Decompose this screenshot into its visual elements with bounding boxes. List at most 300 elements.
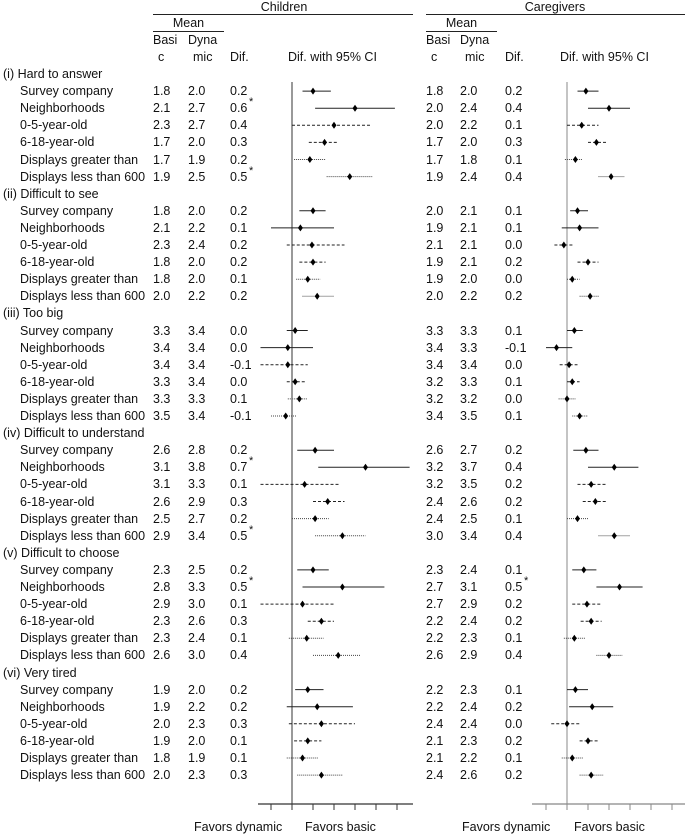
difference-value: 0.1 bbox=[230, 272, 248, 287]
difference-value: 0.2 bbox=[505, 614, 523, 629]
basic-mean: 1.9 bbox=[426, 169, 444, 184]
difference-value: 0.0 bbox=[230, 374, 248, 389]
difference-value: 0.2 bbox=[230, 152, 248, 167]
dynamic-mean: 3.7 bbox=[460, 460, 478, 475]
difference-value: 0.2 bbox=[230, 682, 248, 697]
difference-value: 0.0 bbox=[230, 323, 248, 338]
point-estimate bbox=[336, 652, 341, 659]
row-label: Survey company bbox=[20, 562, 114, 577]
point-estimate bbox=[607, 652, 612, 659]
row-label: 0-5-year-old bbox=[20, 238, 88, 252]
dynamic-mean: 2.4 bbox=[460, 699, 478, 714]
dynamic-mean: 2.2 bbox=[188, 699, 206, 714]
basic-mean: 2.1 bbox=[426, 751, 444, 765]
point-estimate bbox=[584, 601, 589, 608]
basic-mean: 1.9 bbox=[153, 733, 171, 748]
point-estimate bbox=[589, 772, 594, 779]
group-label: (v) Difficult to choose bbox=[3, 545, 120, 560]
basic-mean: 2.1 bbox=[153, 101, 171, 116]
difference-value: 0.1 bbox=[505, 220, 523, 235]
point-estimate bbox=[285, 361, 290, 368]
point-estimate bbox=[353, 105, 358, 112]
dynamic-mean: 3.3 bbox=[188, 580, 206, 594]
difference-value: 0.1 bbox=[505, 511, 523, 526]
basic-mean: 3.4 bbox=[153, 357, 171, 372]
basic-mean: 2.4 bbox=[426, 716, 444, 731]
basic-mean: 1.9 bbox=[153, 682, 171, 697]
row-label: Survey company bbox=[20, 323, 114, 338]
point-estimate bbox=[589, 481, 594, 488]
basic-mean: 1.7 bbox=[426, 152, 444, 167]
point-estimate bbox=[577, 224, 582, 231]
difference-value: 0.1 bbox=[505, 631, 523, 646]
point-estimate bbox=[305, 276, 310, 283]
dynamic-mean: 3.3 bbox=[460, 340, 478, 355]
difference-value: 0.2 bbox=[505, 84, 523, 99]
dynamic-mean: 2.2 bbox=[460, 751, 478, 765]
point-estimate bbox=[340, 532, 345, 539]
dynamic-mean: 2.0 bbox=[188, 682, 206, 697]
difference-value: 0.2 bbox=[505, 768, 523, 783]
basic-mean: 3.2 bbox=[426, 374, 444, 389]
basic-mean: 2.4 bbox=[426, 768, 444, 783]
dynamic-mean: 2.3 bbox=[460, 631, 478, 646]
point-estimate bbox=[586, 737, 591, 744]
dynamic-mean: 2.0 bbox=[188, 203, 206, 218]
basic-mean: 2.5 bbox=[153, 511, 171, 526]
basic-mean: 3.1 bbox=[153, 460, 171, 475]
row-label: Displays greater than bbox=[20, 631, 139, 646]
basic-header: Basi bbox=[153, 33, 178, 47]
difference-value: 0.2 bbox=[230, 289, 248, 304]
basic-mean: 2.6 bbox=[426, 443, 444, 458]
basic-mean: 2.1 bbox=[426, 733, 444, 748]
dynamic-mean: 3.4 bbox=[460, 357, 478, 372]
basic-mean: 2.0 bbox=[426, 118, 444, 133]
basic-mean: 2.4 bbox=[426, 494, 444, 509]
dynamic-mean: 2.5 bbox=[188, 562, 206, 577]
difference-value: 0.1 bbox=[505, 409, 523, 423]
difference-value: 0.2 bbox=[505, 255, 523, 270]
dynamic-mean: 2.0 bbox=[188, 733, 206, 748]
basic-mean: 3.2 bbox=[426, 460, 444, 475]
dynamic-mean: 2.0 bbox=[460, 135, 478, 150]
dynamic-mean: 2.9 bbox=[188, 494, 206, 509]
difference-value: 0.5 bbox=[230, 528, 248, 543]
dynamic-mean: 2.1 bbox=[460, 220, 478, 235]
difference-value: 0.0 bbox=[505, 357, 523, 372]
point-estimate bbox=[319, 720, 324, 727]
row-label: Displays greater than bbox=[20, 751, 139, 765]
basic-mean: 2.9 bbox=[153, 528, 171, 543]
row-label: 6-18-year-old bbox=[20, 374, 95, 389]
point-estimate bbox=[577, 413, 582, 420]
row-label: Displays less than 600 bbox=[20, 768, 146, 783]
dynamic-mean: 3.0 bbox=[188, 648, 206, 663]
difference-value: 0.1 bbox=[505, 118, 523, 133]
dynamic-mean: 2.1 bbox=[460, 238, 478, 252]
point-estimate bbox=[594, 139, 599, 146]
group-label: (ii) Difficult to see bbox=[3, 186, 99, 201]
basic-mean: 2.0 bbox=[153, 289, 171, 304]
row-label: Survey company bbox=[20, 84, 114, 99]
dynamic-mean: 2.3 bbox=[188, 768, 206, 783]
dynamic-header: Dyna bbox=[188, 33, 218, 47]
point-estimate bbox=[305, 686, 310, 693]
row-label: Neighborhoods bbox=[20, 340, 105, 355]
favors-dynamic-label: Favors dynamic bbox=[462, 820, 551, 834]
basic-mean: 3.1 bbox=[153, 477, 171, 492]
point-estimate bbox=[575, 207, 580, 214]
difference-value: 0.2 bbox=[230, 203, 248, 218]
basic-mean: 3.4 bbox=[426, 409, 444, 423]
point-estimate bbox=[572, 327, 577, 334]
mean-header: Mean bbox=[172, 16, 205, 30]
difference-value: 0.1 bbox=[230, 391, 248, 406]
point-estimate bbox=[300, 755, 305, 762]
difference-value: 0.4 bbox=[505, 101, 523, 116]
basic-header-cont: c bbox=[431, 50, 438, 64]
basic-mean: 2.6 bbox=[153, 648, 171, 663]
basic-mean: 3.3 bbox=[153, 391, 171, 406]
point-estimate bbox=[583, 88, 588, 95]
basic-mean: 2.3 bbox=[153, 614, 171, 629]
basic-mean: 2.0 bbox=[426, 289, 444, 304]
basic-header-cont: c bbox=[158, 50, 165, 64]
dynamic-mean: 2.2 bbox=[460, 118, 478, 133]
point-estimate bbox=[617, 584, 622, 591]
point-estimate bbox=[612, 532, 617, 539]
basic-mean: 1.8 bbox=[153, 84, 171, 99]
point-estimate bbox=[363, 464, 368, 471]
dynamic-mean: 2.6 bbox=[460, 768, 478, 783]
dynamic-mean: 2.2 bbox=[188, 289, 206, 304]
significance-star: * bbox=[249, 523, 254, 536]
significance-star: * bbox=[249, 575, 254, 587]
point-estimate bbox=[305, 737, 310, 744]
point-estimate bbox=[586, 259, 591, 266]
basic-mean: 3.2 bbox=[426, 391, 444, 406]
difference-value: 0.4 bbox=[230, 118, 248, 133]
row-label: Neighborhoods bbox=[20, 460, 105, 475]
basic-mean: 2.0 bbox=[426, 101, 444, 116]
difference-value: 0.1 bbox=[505, 562, 523, 577]
dynamic-mean: 2.3 bbox=[188, 716, 206, 731]
basic-mean: 1.7 bbox=[153, 135, 171, 150]
significance-star: * bbox=[249, 455, 254, 468]
row-label: 6-18-year-old bbox=[20, 733, 95, 748]
point-estimate bbox=[570, 276, 575, 283]
basic-mean: 3.3 bbox=[153, 323, 171, 338]
difference-value: 0.2 bbox=[505, 289, 523, 304]
row-label: Survey company bbox=[20, 203, 114, 218]
point-estimate bbox=[588, 293, 593, 300]
dynamic-mean: 2.4 bbox=[460, 716, 478, 731]
basic-mean: 2.0 bbox=[153, 716, 171, 731]
point-estimate bbox=[340, 584, 345, 591]
basic-header: Basi bbox=[426, 33, 451, 47]
basic-mean: 1.7 bbox=[153, 152, 171, 167]
point-estimate bbox=[570, 755, 575, 762]
significance-star: * bbox=[524, 575, 529, 587]
basic-mean: 1.9 bbox=[426, 220, 444, 235]
point-estimate bbox=[302, 481, 307, 488]
row-label: Displays greater than bbox=[20, 272, 139, 287]
dynamic-mean: 2.2 bbox=[460, 289, 478, 304]
difference-value: 0.2 bbox=[230, 255, 248, 270]
difference-value: 0.2 bbox=[230, 238, 248, 252]
difference-value: 0.3 bbox=[230, 135, 248, 150]
dynamic-mean: 2.0 bbox=[188, 84, 206, 99]
dynamic-mean: 2.6 bbox=[460, 494, 478, 509]
dynamic-mean: 3.3 bbox=[188, 477, 206, 492]
row-label: 0-5-year-old bbox=[20, 716, 88, 731]
favors-basic-label: Favors basic bbox=[574, 820, 645, 834]
difference-value: 0.1 bbox=[230, 733, 248, 748]
basic-mean: 3.4 bbox=[153, 340, 171, 355]
row-label: 0-5-year-old bbox=[20, 477, 88, 492]
significance-star: * bbox=[249, 96, 254, 109]
dynamic-mean: 3.3 bbox=[460, 323, 478, 338]
row-label: Displays less than 600 bbox=[20, 528, 146, 543]
dynamic-mean: 3.4 bbox=[188, 323, 206, 338]
basic-mean: 2.0 bbox=[153, 768, 171, 783]
point-estimate bbox=[285, 344, 290, 351]
difference-value: 0.1 bbox=[230, 477, 248, 492]
difference-value: 0.1 bbox=[505, 323, 523, 338]
difference-value: 0.3 bbox=[230, 768, 248, 783]
difference-value: 0.3 bbox=[505, 135, 523, 150]
dynamic-mean: 1.9 bbox=[188, 152, 206, 167]
difference-value: 0.2 bbox=[505, 477, 523, 492]
point-estimate bbox=[609, 173, 614, 180]
point-estimate bbox=[300, 601, 305, 608]
difference-value: 0.1 bbox=[505, 751, 523, 765]
dynamic-mean: 2.9 bbox=[460, 597, 478, 612]
dynamic-mean: 2.4 bbox=[460, 614, 478, 629]
basic-mean: 1.8 bbox=[153, 255, 171, 270]
difference-value: 0.2 bbox=[230, 699, 248, 714]
difference-value: 0.0 bbox=[230, 340, 248, 355]
difference-value: 0.2 bbox=[230, 562, 248, 577]
dynamic-mean: 2.6 bbox=[188, 614, 206, 629]
basic-mean: 2.3 bbox=[153, 118, 171, 133]
difference-value: 0.3 bbox=[230, 716, 248, 731]
point-estimate bbox=[554, 344, 559, 351]
difference-value: 0.0 bbox=[505, 238, 523, 252]
dynamic-mean: 2.4 bbox=[188, 238, 206, 252]
dynamic-mean: 2.7 bbox=[188, 118, 206, 133]
point-estimate bbox=[583, 447, 588, 454]
dynamic-mean: 3.0 bbox=[188, 597, 206, 612]
row-label: Survey company bbox=[20, 443, 114, 458]
difference-value: 0.3 bbox=[230, 614, 248, 629]
difference-value: -0.1 bbox=[505, 340, 527, 355]
point-estimate bbox=[313, 447, 318, 454]
basic-mean: 2.8 bbox=[153, 580, 171, 594]
basic-mean: 1.9 bbox=[426, 255, 444, 270]
basic-mean: 1.9 bbox=[153, 699, 171, 714]
dynamic-mean: 2.5 bbox=[460, 511, 478, 526]
panel-title: Caregivers bbox=[524, 0, 586, 14]
row-label: Displays less than 600 bbox=[20, 409, 146, 423]
basic-mean: 2.2 bbox=[426, 699, 444, 714]
difference-value: 0.2 bbox=[505, 733, 523, 748]
point-estimate bbox=[319, 772, 324, 779]
row-label: Displays less than 600 bbox=[20, 289, 146, 304]
dynamic-mean: 2.0 bbox=[188, 255, 206, 270]
point-estimate bbox=[589, 618, 594, 625]
row-label: Neighborhoods bbox=[20, 580, 105, 594]
point-estimate bbox=[322, 139, 327, 146]
dynamic-header-cont: mic bbox=[193, 50, 213, 64]
difference-value: 0.0 bbox=[505, 272, 523, 287]
dynamic-mean: 2.1 bbox=[460, 255, 478, 270]
point-estimate bbox=[293, 378, 298, 385]
point-estimate bbox=[304, 635, 309, 642]
dynamic-mean: 2.1 bbox=[460, 203, 478, 218]
dynamic-mean: 2.4 bbox=[460, 101, 478, 116]
dynamic-mean: 3.3 bbox=[188, 391, 206, 406]
dynamic-mean: 3.4 bbox=[460, 528, 478, 543]
significance-star: * bbox=[249, 164, 254, 177]
point-estimate bbox=[612, 464, 617, 471]
basic-mean: 2.1 bbox=[426, 238, 444, 252]
basic-mean: 3.0 bbox=[426, 528, 444, 543]
point-estimate bbox=[332, 122, 337, 129]
difference-value: 0.1 bbox=[505, 203, 523, 218]
dynamic-mean: 3.4 bbox=[188, 528, 206, 543]
dif-header: Dif. bbox=[505, 50, 524, 64]
basic-mean: 2.7 bbox=[426, 580, 444, 594]
difference-value: 0.2 bbox=[505, 699, 523, 714]
basic-mean: 2.6 bbox=[426, 648, 444, 663]
point-estimate bbox=[313, 515, 318, 522]
difference-value: 0.0 bbox=[505, 391, 523, 406]
point-estimate bbox=[575, 515, 580, 522]
row-label: Neighborhoods bbox=[20, 699, 105, 714]
basic-mean: 2.2 bbox=[426, 682, 444, 697]
basic-mean: 3.4 bbox=[426, 340, 444, 355]
row-label: Displays less than 600 bbox=[20, 169, 146, 184]
difference-value: 0.2 bbox=[505, 494, 523, 509]
difference-value: 0.5 bbox=[230, 169, 248, 184]
difference-value: 0.1 bbox=[505, 682, 523, 697]
dynamic-mean: 2.0 bbox=[460, 84, 478, 99]
dynamic-mean: 2.4 bbox=[460, 562, 478, 577]
mean-header: Mean bbox=[445, 16, 478, 30]
ci-header: Dif. with 95% CI bbox=[560, 50, 649, 64]
dynamic-mean: 3.5 bbox=[460, 409, 478, 423]
point-estimate bbox=[315, 293, 320, 300]
difference-value: 0.2 bbox=[505, 597, 523, 612]
dynamic-mean: 3.3 bbox=[460, 374, 478, 389]
difference-value: 0.7 bbox=[230, 460, 248, 475]
basic-mean: 2.4 bbox=[426, 511, 444, 526]
row-label: 0-5-year-old bbox=[20, 357, 88, 372]
dynamic-mean: 2.0 bbox=[460, 272, 478, 287]
dynamic-mean: 2.7 bbox=[188, 511, 206, 526]
basic-mean: 1.8 bbox=[153, 751, 171, 765]
point-estimate bbox=[293, 327, 298, 334]
row-label: 6-18-year-old bbox=[20, 255, 95, 270]
difference-value: 0.4 bbox=[505, 460, 523, 475]
point-estimate bbox=[297, 395, 302, 402]
dynamic-mean: 2.0 bbox=[188, 135, 206, 150]
favors-basic-label: Favors basic bbox=[305, 820, 376, 834]
dynamic-mean: 2.4 bbox=[188, 631, 206, 646]
basic-mean: 2.7 bbox=[426, 597, 444, 612]
group-label: (iii) Too big bbox=[3, 306, 64, 321]
dynamic-mean: 2.5 bbox=[188, 169, 206, 184]
group-label: (iv) Difficult to understand bbox=[3, 426, 145, 441]
difference-value: 0.6 bbox=[230, 101, 248, 116]
basic-mean: 1.7 bbox=[426, 135, 444, 150]
row-label: Neighborhoods bbox=[20, 101, 105, 116]
row-label: 6-18-year-old bbox=[20, 494, 95, 509]
row-label: 6-18-year-old bbox=[20, 135, 95, 150]
difference-value: 0.1 bbox=[230, 597, 248, 612]
difference-value: 0.2 bbox=[230, 443, 248, 458]
dynamic-mean: 3.4 bbox=[188, 340, 206, 355]
basic-mean: 2.2 bbox=[426, 631, 444, 646]
point-estimate bbox=[565, 395, 570, 402]
basic-mean: 1.9 bbox=[426, 272, 444, 287]
row-label: Displays greater than bbox=[20, 391, 139, 406]
basic-mean: 1.8 bbox=[153, 272, 171, 287]
difference-value: 0.4 bbox=[230, 648, 248, 663]
row-label: Neighborhoods bbox=[20, 220, 105, 235]
group-label: (i) Hard to answer bbox=[3, 67, 103, 81]
basic-mean: 2.0 bbox=[426, 203, 444, 218]
difference-value: 0.4 bbox=[505, 169, 523, 184]
difference-value: 0.2 bbox=[230, 511, 248, 526]
group-label: (vi) Very tired bbox=[3, 665, 77, 680]
basic-mean: 1.8 bbox=[426, 84, 444, 99]
point-estimate bbox=[319, 618, 324, 625]
point-estimate bbox=[315, 703, 320, 710]
dynamic-mean: 3.5 bbox=[460, 477, 478, 492]
point-estimate bbox=[307, 156, 312, 163]
point-estimate bbox=[298, 224, 303, 231]
point-estimate bbox=[561, 242, 566, 249]
row-label: 0-5-year-old bbox=[20, 597, 88, 612]
dynamic-mean: 3.2 bbox=[460, 391, 478, 406]
difference-value: 0.1 bbox=[505, 152, 523, 167]
dynamic-header: Dyna bbox=[460, 33, 490, 47]
point-estimate bbox=[311, 566, 316, 573]
point-estimate bbox=[590, 703, 595, 710]
basic-mean: 2.3 bbox=[426, 562, 444, 577]
row-label: Survey company bbox=[20, 682, 114, 697]
point-estimate bbox=[570, 378, 575, 385]
point-estimate bbox=[311, 207, 316, 214]
dynamic-mean: 3.4 bbox=[188, 374, 206, 389]
basic-mean: 2.3 bbox=[153, 238, 171, 252]
dynamic-mean: 2.3 bbox=[460, 682, 478, 697]
point-estimate bbox=[283, 413, 288, 420]
dynamic-mean: 3.4 bbox=[188, 357, 206, 372]
difference-value: 0.5 bbox=[230, 580, 248, 594]
basic-mean: 2.6 bbox=[153, 494, 171, 509]
favors-dynamic-label: Favors dynamic bbox=[194, 820, 283, 834]
dynamic-mean: 3.4 bbox=[188, 409, 206, 423]
dynamic-mean: 2.0 bbox=[188, 272, 206, 287]
difference-value: 0.2 bbox=[230, 84, 248, 99]
dynamic-mean: 2.2 bbox=[188, 220, 206, 235]
difference-value: -0.1 bbox=[230, 409, 252, 423]
point-estimate bbox=[311, 259, 316, 266]
